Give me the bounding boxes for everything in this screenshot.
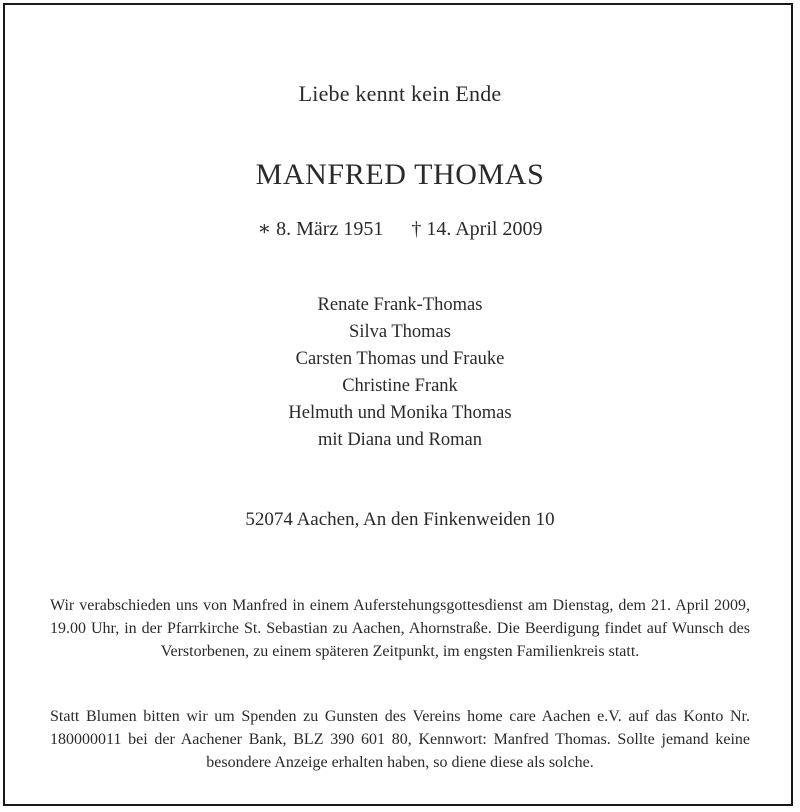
deceased-name: MANFRED THOMAS xyxy=(255,158,545,191)
mourner-name: Renate Frank-Thomas xyxy=(317,295,483,315)
mourner-name: Christine Frank xyxy=(342,376,458,396)
mourners-list xyxy=(0,292,800,454)
death-date: † 14. April 2009 xyxy=(411,218,543,240)
mourner-name: Carsten Thomas und Frauke xyxy=(295,349,505,369)
birth-date: ∗ 8. März 1951 xyxy=(257,218,384,240)
life-dates xyxy=(0,216,800,241)
service-paragraph: Wir verabschieden uns von Manfred in einem Auferstehungsgottesdienst am Dienstag, dem 21. April 2009, 19.00 Uhr, in der Pfarrkirche St. Sebastian zu Aachen, Ahornstraße. Die Beerdigung findet auf Wunsch des Verstorbenen, zu einem späteren Zeitpunkt, im engsten Familienkreis statt. xyxy=(50,597,750,660)
mourner-name: mit Diana und Roman xyxy=(318,430,482,450)
mourner-name: Helmuth und Monika Thomas xyxy=(288,403,512,423)
motto-text: Liebe kennt kein Ende xyxy=(298,81,502,106)
donation-paragraph: Statt Blumen bitten wir um Spenden zu Gunsten des Vereins home care Aachen e.V. auf das Konto Nr. 180000011 bei der Aachener Bank, BLZ 390 601 80, Kennwort: Manfred Thomas. Sollte jemand keine besondere Anzeige erhalten haben, so diene diese als solche. xyxy=(50,708,750,771)
family-address: 52074 Aachen, An den Finkenweiden 10 xyxy=(245,509,555,530)
mourner-name: Silva Thomas xyxy=(349,322,451,342)
